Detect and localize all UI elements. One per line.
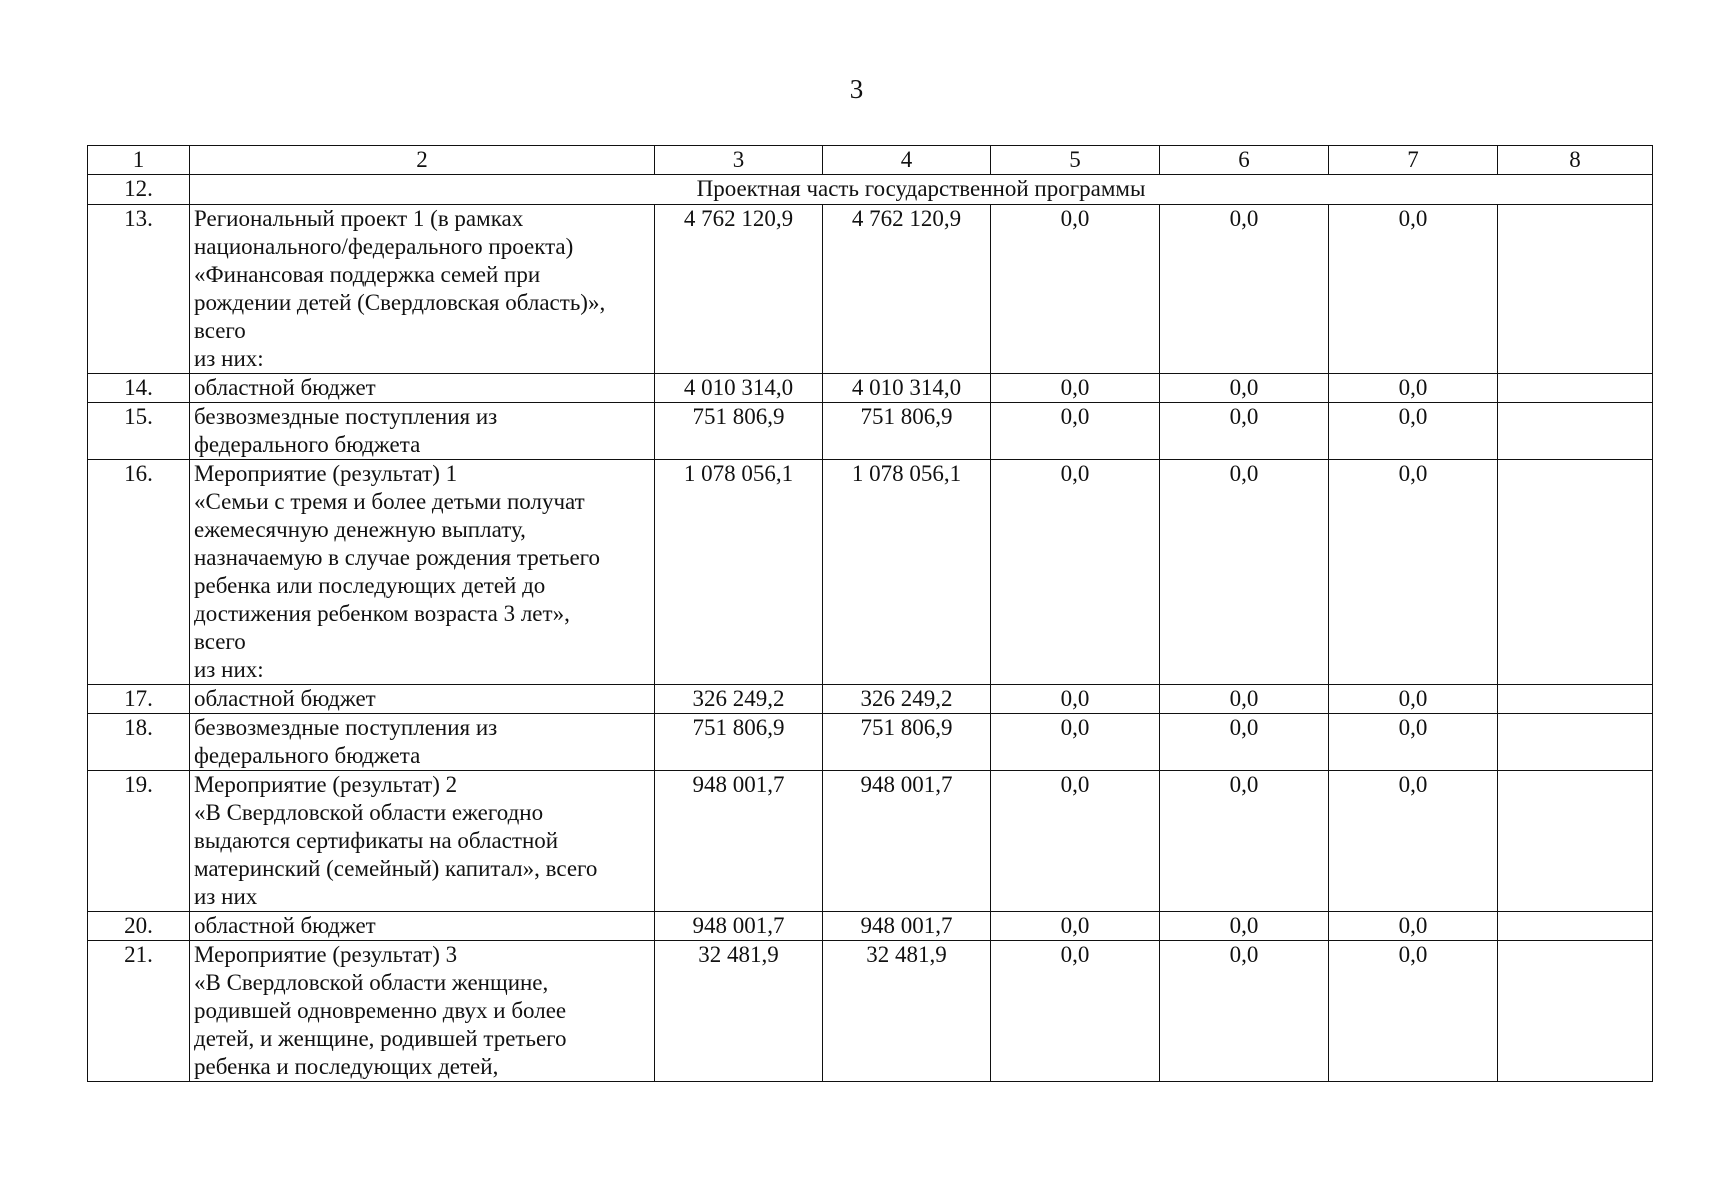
value-col-3: 948 001,7 (655, 912, 823, 941)
value-col-5: 0,0 (991, 460, 1160, 685)
value-col-4: 751 806,9 (823, 714, 991, 771)
description-line: Региональный проект 1 (в рамках (194, 206, 524, 231)
row-description (190, 941, 655, 1082)
section-row (88, 175, 1653, 205)
value-col-7: 0,0 (1329, 941, 1498, 1082)
row-description (190, 912, 655, 941)
table-row (88, 771, 1653, 912)
row-number: 12. (88, 175, 190, 205)
row-number: 20. (88, 912, 190, 941)
value-col-3: 4 762 120,9 (655, 205, 823, 374)
value-col-5: 0,0 (991, 771, 1160, 912)
row-number: 14. (88, 374, 190, 403)
table-row (88, 205, 1653, 374)
value-col-4: 1 078 056,1 (823, 460, 991, 685)
value-col-6: 0,0 (1160, 771, 1329, 912)
table-row (88, 685, 1653, 714)
value-col-6: 0,0 (1160, 374, 1329, 403)
value-col-4: 948 001,7 (823, 912, 991, 941)
header-cell: 2 (190, 146, 655, 175)
row-number: 13. (88, 205, 190, 374)
value-col-3: 1 078 056,1 (655, 460, 823, 685)
description-line: «Финансовая поддержка семей при (194, 262, 541, 287)
value-col-7: 0,0 (1329, 205, 1498, 374)
row-number: 19. (88, 771, 190, 912)
table-row (88, 941, 1653, 1082)
header-cell: 5 (991, 146, 1160, 175)
value-col-6: 0,0 (1160, 714, 1329, 771)
description-line: родившей одновременно двух и более (194, 998, 567, 1023)
value-col-3: 751 806,9 (655, 403, 823, 460)
row-description (190, 374, 655, 403)
value-col-3: 751 806,9 (655, 714, 823, 771)
value-col-7: 0,0 (1329, 912, 1498, 941)
value-col-7: 0,0 (1329, 374, 1498, 403)
row-description (190, 714, 655, 771)
header-row (88, 146, 1653, 175)
row-description (190, 403, 655, 460)
value-col-4: 32 481,9 (823, 941, 991, 1082)
value-col-8 (1498, 714, 1653, 771)
description-line: безвозмездные поступления из (194, 715, 498, 740)
value-col-6: 0,0 (1160, 460, 1329, 685)
value-col-5: 0,0 (991, 374, 1160, 403)
description-line: детей, и женщине, родившей третьего (194, 1026, 567, 1051)
description-line: ребенка или последующих детей до (194, 573, 546, 598)
budget-table (87, 145, 1653, 1082)
row-number: 17. (88, 685, 190, 714)
value-col-8 (1498, 374, 1653, 403)
description-line: из них: (194, 657, 264, 682)
row-description (190, 685, 655, 714)
value-col-8 (1498, 403, 1653, 460)
value-col-3: 4 010 314,0 (655, 374, 823, 403)
description-line: выдаются сертификаты на областной (194, 828, 559, 853)
value-col-7: 0,0 (1329, 403, 1498, 460)
row-description (190, 771, 655, 912)
value-col-6: 0,0 (1160, 685, 1329, 714)
row-description (190, 205, 655, 374)
description-line: областной бюджет (194, 375, 376, 400)
header-cell: 3 (655, 146, 823, 175)
row-number: 15. (88, 403, 190, 460)
description-line: всего (194, 629, 246, 654)
value-col-8 (1498, 941, 1653, 1082)
header-cell: 1 (88, 146, 190, 175)
description-line: достижения ребенком возраста 3 лет», (194, 601, 570, 626)
description-line: «В Свердловской области ежегодно (194, 800, 544, 825)
value-col-5: 0,0 (991, 403, 1160, 460)
description-line: федерального бюджета (194, 743, 421, 768)
table-row (88, 460, 1653, 685)
row-number: 16. (88, 460, 190, 685)
value-col-5: 0,0 (991, 912, 1160, 941)
table-row (88, 374, 1653, 403)
description-line: Мероприятие (результат) 1 (194, 461, 458, 486)
value-col-5: 0,0 (991, 205, 1160, 374)
description-line: Мероприятие (результат) 2 (194, 772, 458, 797)
description-line: областной бюджет (194, 913, 376, 938)
value-col-8 (1498, 685, 1653, 714)
value-col-6: 0,0 (1160, 205, 1329, 374)
value-col-6: 0,0 (1160, 403, 1329, 460)
value-col-6: 0,0 (1160, 912, 1329, 941)
value-col-3: 32 481,9 (655, 941, 823, 1082)
description-line: назначаемую в случае рождения третьего (194, 545, 601, 570)
description-line: материнский (семейный) капитал», всего (194, 856, 598, 881)
page-number: 3 (849, 74, 864, 104)
row-description (190, 460, 655, 685)
header-cell: 8 (1498, 146, 1653, 175)
value-col-4: 751 806,9 (823, 403, 991, 460)
description-line: областной бюджет (194, 686, 376, 711)
description-line: федерального бюджета (194, 432, 421, 457)
row-number: 21. (88, 941, 190, 1082)
description-line: рождении детей (Свердловская область)», (194, 290, 606, 315)
value-col-3: 948 001,7 (655, 771, 823, 912)
value-col-4: 948 001,7 (823, 771, 991, 912)
description-line: «Семьи с тремя и более детьми получат (194, 489, 585, 514)
description-line: ежемесячную денежную выплату, (194, 517, 526, 542)
value-col-7: 0,0 (1329, 714, 1498, 771)
value-col-5: 0,0 (991, 941, 1160, 1082)
description-line: из них: (194, 346, 264, 371)
value-col-4: 326 249,2 (823, 685, 991, 714)
description-line: из них (194, 884, 258, 909)
value-col-4: 4 762 120,9 (823, 205, 991, 374)
description-line: безвозмездные поступления из (194, 404, 498, 429)
header-cell: 4 (823, 146, 991, 175)
value-col-8 (1498, 205, 1653, 374)
table-row (88, 714, 1653, 771)
value-col-8 (1498, 771, 1653, 912)
table-row (88, 403, 1653, 460)
value-col-7: 0,0 (1329, 771, 1498, 912)
value-col-5: 0,0 (991, 714, 1160, 771)
description-line: Мероприятие (результат) 3 (194, 942, 458, 967)
value-col-5: 0,0 (991, 685, 1160, 714)
value-col-3: 326 249,2 (655, 685, 823, 714)
table-row (88, 912, 1653, 941)
value-col-7: 0,0 (1329, 460, 1498, 685)
value-col-8 (1498, 912, 1653, 941)
description-line: национального/федерального проекта) (194, 234, 574, 259)
description-line: всего (194, 318, 246, 343)
header-cell: 7 (1329, 146, 1498, 175)
value-col-7: 0,0 (1329, 685, 1498, 714)
value-col-4: 4 010 314,0 (823, 374, 991, 403)
value-col-8 (1498, 460, 1653, 685)
section-title: Проектная часть государственной программы (190, 175, 1653, 205)
header-cell: 6 (1160, 146, 1329, 175)
row-number: 18. (88, 714, 190, 771)
description-line: ребенка и последующих детей, (194, 1054, 499, 1079)
description-line: «В Свердловской области женщине, (194, 970, 549, 995)
value-col-6: 0,0 (1160, 941, 1329, 1082)
